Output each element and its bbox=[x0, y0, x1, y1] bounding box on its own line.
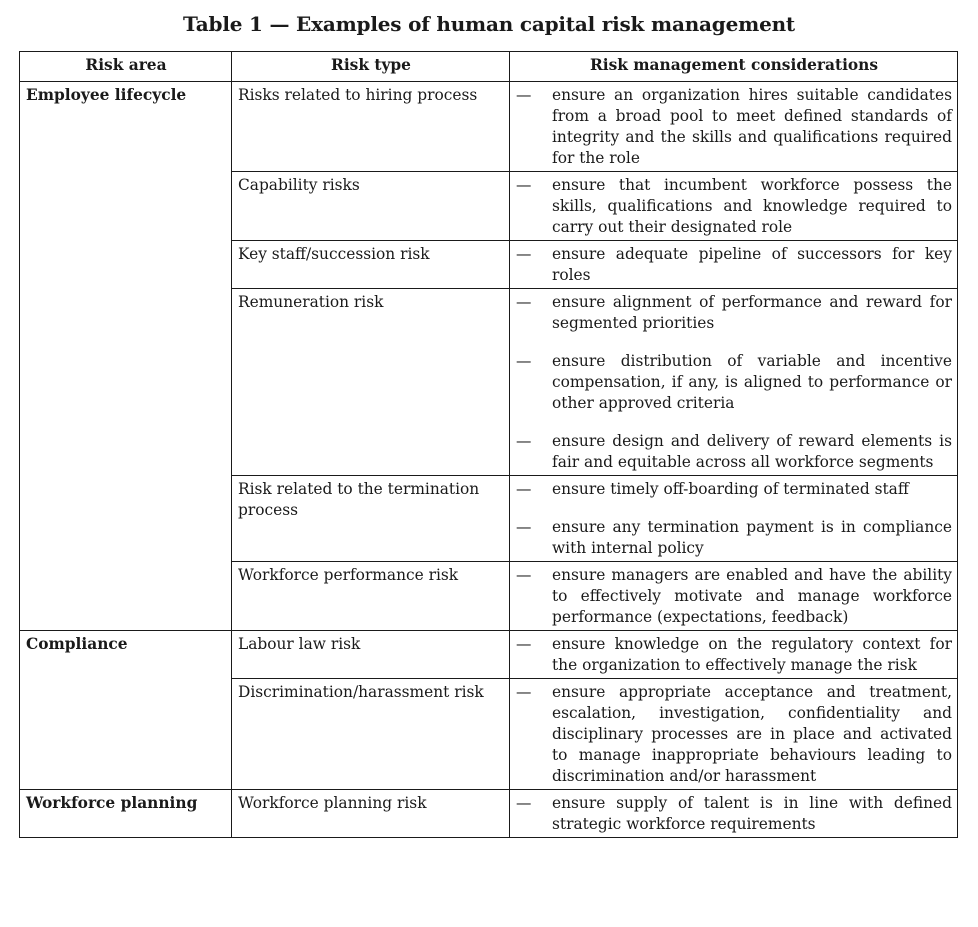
risk-type-cell: Risk related to the termination process bbox=[232, 476, 510, 562]
consideration-item bbox=[516, 351, 952, 414]
dash-bullet: — bbox=[516, 566, 532, 584]
consideration-item bbox=[516, 244, 952, 286]
dash-bullet: — bbox=[516, 432, 532, 450]
header-risk-type: Risk type bbox=[232, 52, 510, 82]
risk-area-cell: Workforce planning bbox=[20, 790, 232, 838]
consideration-text: ensure managers are enabled and have the ability to effectively motivate and manage workforce performance (expectations, feedback) bbox=[552, 566, 952, 626]
consideration-item bbox=[516, 565, 952, 628]
consideration-text: ensure timely off-boarding of terminated staff bbox=[552, 480, 909, 498]
table-title: Table 1 — Examples of human capital risk management bbox=[183, 12, 795, 36]
dash-bullet: — bbox=[516, 293, 532, 311]
consideration-text: ensure distribution of variable and incentive compensation, if any, is aligned to performance or other approved criteria bbox=[552, 352, 952, 412]
consideration-item bbox=[516, 175, 952, 238]
header-row bbox=[20, 52, 958, 82]
risk-type-cell: Risks related to hiring process bbox=[232, 82, 510, 172]
header-considerations: Risk management considerations bbox=[510, 52, 958, 82]
dash-bullet: — bbox=[516, 683, 532, 701]
consideration-item bbox=[516, 634, 952, 676]
considerations-cell bbox=[510, 172, 958, 241]
consideration-text: ensure any termination payment is in compliance with internal policy bbox=[552, 518, 952, 557]
table-row bbox=[20, 82, 958, 172]
dash-bullet: — bbox=[516, 794, 532, 812]
considerations-cell bbox=[510, 82, 958, 172]
considerations-cell bbox=[510, 476, 958, 562]
consideration-item bbox=[516, 292, 952, 334]
risk-area-cell: Employee lifecycle bbox=[20, 82, 232, 631]
consideration-item bbox=[516, 479, 952, 500]
risk-table bbox=[19, 51, 958, 838]
consideration-text: ensure alignment of performance and reward for segmented priorities bbox=[552, 293, 952, 332]
risk-type-cell: Labour law risk bbox=[232, 631, 510, 679]
considerations-cell bbox=[510, 562, 958, 631]
risk-type-cell: Discrimination/harassment risk bbox=[232, 679, 510, 790]
risk-area-cell: Compliance bbox=[20, 631, 232, 790]
dash-bullet: — bbox=[516, 518, 532, 536]
table-header bbox=[20, 52, 958, 82]
considerations-cell bbox=[510, 679, 958, 790]
dash-bullet: — bbox=[516, 245, 532, 263]
table-row bbox=[20, 790, 958, 838]
risk-type-cell: Workforce performance risk bbox=[232, 562, 510, 631]
risk-type-cell: Key staff/succession risk bbox=[232, 241, 510, 289]
consideration-item bbox=[516, 682, 952, 787]
consideration-item bbox=[516, 517, 952, 559]
risk-type-cell: Capability risks bbox=[232, 172, 510, 241]
considerations-cell bbox=[510, 631, 958, 679]
dash-bullet: — bbox=[516, 176, 532, 194]
consideration-item bbox=[516, 431, 952, 473]
risk-type-cell: Remuneration risk bbox=[232, 289, 510, 476]
considerations-cell bbox=[510, 790, 958, 838]
header-risk-area: Risk area bbox=[20, 52, 232, 82]
consideration-text: ensure an organization hires suitable candidates from a broad pool to meet defined standards of integrity and the skills and qualifications required for the role bbox=[552, 86, 952, 167]
risk-type-cell: Workforce planning risk bbox=[232, 790, 510, 838]
consideration-text: ensure adequate pipeline of successors for key roles bbox=[552, 245, 952, 284]
dash-bullet: — bbox=[516, 352, 532, 370]
consideration-text: ensure knowledge on the regulatory context for the organization to effectively manage the risk bbox=[552, 635, 952, 674]
dash-bullet: — bbox=[516, 635, 532, 653]
considerations-cell bbox=[510, 241, 958, 289]
table-row bbox=[20, 631, 958, 679]
consideration-text: ensure appropriate acceptance and treatment, escalation, investigation, confidentiality and disciplinary processes are in place and activated to manage inappropriate behaviours leading to discrimination and/or harassment bbox=[552, 683, 952, 785]
table-body bbox=[20, 82, 958, 838]
consideration-item bbox=[516, 793, 952, 835]
consideration-text: ensure design and delivery of reward elements is fair and equitable across all workforce segments bbox=[552, 432, 952, 471]
consideration-item bbox=[516, 85, 952, 169]
dash-bullet: — bbox=[516, 86, 532, 104]
consideration-text: ensure that incumbent workforce possess the skills, qualifications and knowledge required to carry out their designated role bbox=[552, 176, 952, 236]
dash-bullet: — bbox=[516, 480, 532, 498]
considerations-cell bbox=[510, 289, 958, 476]
consideration-text: ensure supply of talent is in line with defined strategic workforce requirements bbox=[552, 794, 952, 833]
